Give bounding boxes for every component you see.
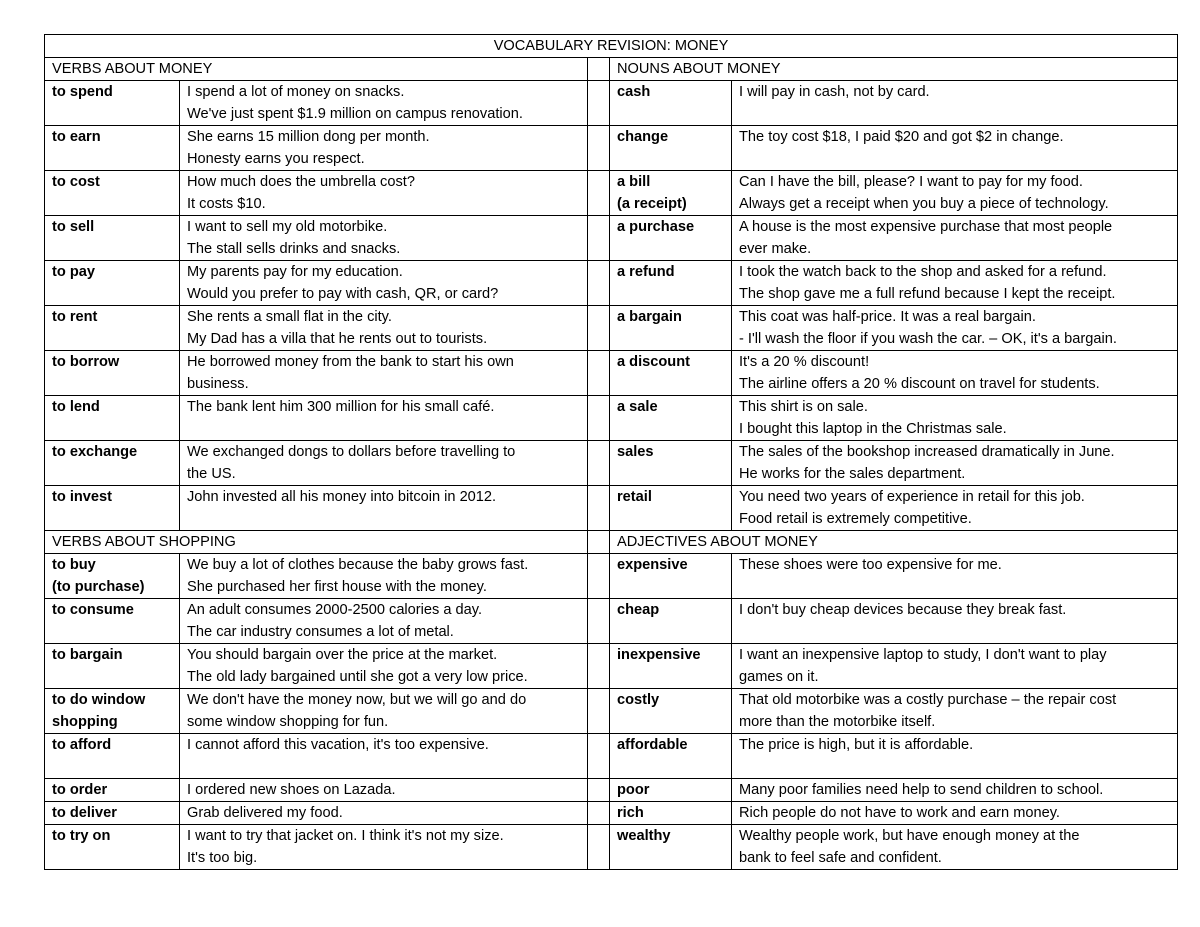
example-line — [739, 103, 1177, 125]
example-line: We don't have the money now, but we will go and do — [187, 692, 527, 708]
column-spacer — [588, 734, 610, 779]
term-cell — [610, 689, 732, 734]
term-line: a discount — [617, 354, 690, 370]
term-line — [617, 103, 731, 125]
example-cell — [732, 126, 1178, 171]
column-spacer — [588, 81, 610, 126]
table-row — [45, 825, 1178, 870]
example-line: This coat was half-price. It was a real bargain. — [739, 309, 1036, 325]
example-line: more than the motorbike itself. — [739, 714, 936, 730]
example-line: Food retail is extremely competitive. — [739, 511, 972, 527]
example-line — [739, 148, 1177, 170]
column-spacer — [588, 216, 610, 261]
example-line: I spend a lot of money on snacks. — [187, 84, 405, 100]
example-line: She earns 15 million dong per month. — [187, 129, 430, 145]
example-line: Many poor families need help to send children to school. — [739, 782, 1104, 798]
term-line: to bargain — [52, 647, 123, 663]
term-line: to exchange — [52, 444, 138, 460]
term-cell — [45, 599, 180, 644]
example-line: The toy cost $18, I paid $20 and got $2 in change. — [739, 129, 1064, 145]
term-line: to do window — [52, 692, 146, 708]
term-cell — [45, 351, 180, 396]
term-line — [52, 508, 179, 530]
example-line: The airline offers a 20 % discount on travel for students. — [739, 376, 1100, 392]
term-line: to cost — [52, 174, 100, 190]
term-line — [617, 847, 731, 869]
term-line — [617, 711, 731, 733]
example-line: the US. — [187, 466, 236, 482]
example-cell — [180, 441, 588, 486]
table-row — [45, 734, 1178, 779]
term-line: cash — [617, 84, 651, 100]
term-cell — [610, 81, 732, 126]
example-line: - I'll wash the floor if you wash the car. – OK, it's a bargain. — [739, 331, 1117, 347]
term-cell — [610, 216, 732, 261]
example-line: some window shopping for fun. — [187, 714, 389, 730]
term-line: to earn — [52, 129, 101, 145]
table-row — [45, 554, 1178, 599]
table-row — [45, 261, 1178, 306]
term-line: sales — [617, 444, 654, 460]
example-line: John invested all his money into bitcoin in 2012. — [187, 489, 497, 505]
column-spacer — [588, 689, 610, 734]
example-line — [187, 756, 587, 778]
term-cell — [45, 734, 180, 779]
table-row — [45, 396, 1178, 441]
example-line: Honesty earns you respect. — [187, 151, 365, 167]
term-line: cheap — [617, 602, 660, 618]
example-line: It's too big. — [187, 850, 258, 866]
example-line: I took the watch back to the shop and asked for a refund. — [739, 264, 1107, 280]
term-line — [52, 238, 179, 260]
term-line — [617, 756, 731, 778]
term-line — [617, 328, 731, 350]
term-line: affordable — [617, 737, 688, 753]
table-row — [45, 306, 1178, 351]
term-line — [52, 283, 179, 305]
example-cell — [732, 306, 1178, 351]
term-line — [617, 508, 731, 530]
term-line: retail — [617, 489, 652, 505]
example-line: He works for the sales department. — [739, 466, 966, 482]
term-cell — [610, 261, 732, 306]
example-line: Can I have the bill, please? I want to pay for my food. — [739, 174, 1083, 190]
column-spacer — [588, 261, 610, 306]
example-line: That old motorbike was a costly purchase – the repair cost — [739, 692, 1117, 708]
example-cell — [180, 486, 588, 531]
example-cell — [180, 599, 588, 644]
term-line — [617, 576, 731, 598]
section-heading: ADJECTIVES ABOUT MONEY — [610, 531, 1178, 554]
example-cell — [180, 779, 588, 802]
example-cell — [180, 261, 588, 306]
column-spacer — [588, 171, 610, 216]
example-cell — [732, 81, 1178, 126]
term-line: expensive — [617, 557, 688, 573]
column-spacer — [588, 441, 610, 486]
example-cell — [732, 599, 1178, 644]
term-line — [617, 373, 731, 395]
example-line: I will pay in cash, not by card. — [739, 84, 930, 100]
example-cell — [732, 734, 1178, 779]
example-line: Would you prefer to pay with cash, QR, or card? — [187, 286, 499, 302]
example-line: I want to sell my old motorbike. — [187, 219, 388, 235]
table-row — [45, 802, 1178, 825]
example-cell — [732, 825, 1178, 870]
term-cell — [45, 171, 180, 216]
example-line: A house is the most expensive purchase that most people — [739, 219, 1113, 235]
example-cell — [180, 734, 588, 779]
term-cell — [45, 779, 180, 802]
example-line: You need two years of experience in retail for this job. — [739, 489, 1085, 505]
example-line — [739, 756, 1177, 778]
column-spacer — [588, 802, 610, 825]
term-cell — [610, 486, 732, 531]
example-cell — [732, 261, 1178, 306]
example-line: You should bargain over the price at the market. — [187, 647, 498, 663]
table-row — [45, 599, 1178, 644]
example-cell — [732, 486, 1178, 531]
example-cell — [732, 644, 1178, 689]
column-spacer — [588, 396, 610, 441]
term-line: to try on — [52, 828, 111, 844]
term-line: a refund — [617, 264, 675, 280]
example-line: business. — [187, 376, 249, 392]
term-cell — [610, 126, 732, 171]
table-row — [45, 171, 1178, 216]
example-line: She purchased her first house with the money. — [187, 579, 487, 595]
page-title: VOCABULARY REVISION: MONEY — [45, 35, 1178, 58]
term-line: to afford — [52, 737, 112, 753]
term-cell — [610, 779, 732, 802]
term-line: to spend — [52, 84, 113, 100]
example-line: bank to feel safe and confident. — [739, 850, 942, 866]
term-line: rich — [617, 805, 644, 821]
term-line: (to purchase) — [52, 579, 145, 595]
example-cell — [180, 351, 588, 396]
term-cell — [610, 644, 732, 689]
table-row — [45, 126, 1178, 171]
term-line: shopping — [52, 714, 118, 730]
example-line: This shirt is on sale. — [739, 399, 868, 415]
example-line: These shoes were too expensive for me. — [739, 557, 1002, 573]
example-cell — [732, 351, 1178, 396]
term-cell — [45, 216, 180, 261]
term-line — [617, 621, 731, 643]
table-row — [45, 441, 1178, 486]
example-line: Wealthy people work, but have enough money at the — [739, 828, 1080, 844]
example-cell — [180, 644, 588, 689]
term-cell — [45, 486, 180, 531]
example-line: The price is high, but it is affordable. — [739, 737, 974, 753]
example-cell — [180, 825, 588, 870]
example-line: games on it. — [739, 669, 819, 685]
column-spacer — [588, 599, 610, 644]
example-cell — [732, 216, 1178, 261]
term-cell — [45, 126, 180, 171]
term-cell — [610, 351, 732, 396]
example-line: My Dad has a villa that he rents out to tourists. — [187, 331, 488, 347]
example-line: We exchanged dongs to dollars before travelling to — [187, 444, 516, 460]
example-cell — [732, 441, 1178, 486]
term-cell — [45, 261, 180, 306]
example-line: He borrowed money from the bank to start his own — [187, 354, 514, 370]
term-line: a purchase — [617, 219, 695, 235]
section-heading: VERBS ABOUT SHOPPING — [45, 531, 588, 554]
table-row — [45, 81, 1178, 126]
example-line: The stall sells drinks and snacks. — [187, 241, 401, 257]
term-cell — [45, 396, 180, 441]
term-line: costly — [617, 692, 660, 708]
term-cell — [610, 396, 732, 441]
example-cell — [732, 689, 1178, 734]
example-cell — [180, 306, 588, 351]
example-line — [187, 418, 587, 440]
example-line: My parents pay for my education. — [187, 264, 403, 280]
term-cell — [45, 802, 180, 825]
term-line: a bargain — [617, 309, 682, 325]
example-line: ever make. — [739, 241, 812, 257]
example-line: The bank lent him 300 million for his small café. — [187, 399, 495, 415]
term-cell — [45, 306, 180, 351]
term-line: to pay — [52, 264, 95, 280]
term-line — [617, 283, 731, 305]
example-cell — [732, 171, 1178, 216]
example-line: Always get a receipt when you buy a piece of technology. — [739, 196, 1109, 212]
example-cell — [732, 802, 1178, 825]
term-line: to rent — [52, 309, 98, 325]
example-line: Rich people do not have to work and earn money. — [739, 805, 1060, 821]
term-line: a bill — [617, 174, 651, 190]
example-line — [739, 576, 1177, 598]
term-line — [617, 148, 731, 170]
column-spacer — [588, 779, 610, 802]
term-cell — [610, 554, 732, 599]
term-line — [52, 847, 179, 869]
example-cell — [180, 689, 588, 734]
table-row — [45, 779, 1178, 802]
table-row — [45, 644, 1178, 689]
term-line: to invest — [52, 489, 113, 505]
example-line: We buy a lot of clothes because the baby grows fast. — [187, 557, 529, 573]
term-line: to lend — [52, 399, 100, 415]
term-line: poor — [617, 782, 650, 798]
example-cell — [732, 396, 1178, 441]
term-cell — [610, 171, 732, 216]
term-cell — [610, 802, 732, 825]
term-cell — [610, 734, 732, 779]
table-row — [45, 689, 1178, 734]
column-spacer — [588, 644, 610, 689]
term-line: wealthy — [617, 828, 671, 844]
term-line — [52, 373, 179, 395]
example-line: I want to try that jacket on. I think it's not my size. — [187, 828, 504, 844]
example-line: The old lady bargained until she got a very low price. — [187, 669, 528, 685]
example-cell — [180, 126, 588, 171]
term-line — [52, 621, 179, 643]
column-spacer — [588, 825, 610, 870]
column-spacer — [588, 554, 610, 599]
section-heading-row — [45, 531, 1178, 554]
term-line: change — [617, 129, 669, 145]
term-line — [617, 463, 731, 485]
term-line: inexpensive — [617, 647, 701, 663]
term-cell — [45, 689, 180, 734]
example-cell — [180, 802, 588, 825]
column-spacer — [588, 126, 610, 171]
term-cell — [610, 306, 732, 351]
example-cell — [180, 171, 588, 216]
term-line: to borrow — [52, 354, 120, 370]
term-cell — [610, 825, 732, 870]
column-spacer — [588, 58, 610, 81]
term-line — [52, 418, 179, 440]
term-line — [52, 193, 179, 215]
example-line — [187, 508, 587, 530]
column-spacer — [588, 486, 610, 531]
example-line: I ordered new shoes on Lazada. — [187, 782, 396, 798]
term-line — [52, 103, 179, 125]
term-line: to order — [52, 782, 108, 798]
term-line: to sell — [52, 219, 95, 235]
example-cell — [180, 81, 588, 126]
column-spacer — [588, 531, 610, 554]
example-cell — [180, 396, 588, 441]
example-line: An adult consumes 2000-2500 calories a day. — [187, 602, 483, 618]
term-cell — [610, 599, 732, 644]
term-line — [52, 148, 179, 170]
term-cell — [45, 441, 180, 486]
example-cell — [732, 554, 1178, 599]
example-cell — [180, 554, 588, 599]
term-cell — [610, 441, 732, 486]
example-cell — [180, 216, 588, 261]
term-line — [617, 666, 731, 688]
term-line — [617, 418, 731, 440]
example-line: The car industry consumes a lot of metal. — [187, 624, 454, 640]
section-heading: NOUNS ABOUT MONEY — [610, 58, 1178, 81]
term-line: a sale — [617, 399, 658, 415]
example-line: The shop gave me a full refund because I kept the receipt. — [739, 286, 1116, 302]
example-line: How much does the umbrella cost? — [187, 174, 415, 190]
term-line: to buy — [52, 557, 96, 573]
example-line: It's a 20 % discount! — [739, 354, 870, 370]
table-row — [45, 216, 1178, 261]
example-line: I bought this laptop in the Christmas sale. — [739, 421, 1007, 437]
vocabulary-table — [44, 34, 1178, 870]
section-heading-row — [45, 58, 1178, 81]
example-line: She rents a small flat in the city. — [187, 309, 392, 325]
section-heading: VERBS ABOUT MONEY — [45, 58, 588, 81]
term-line: to consume — [52, 602, 134, 618]
example-line: We've just spent $1.9 million on campus renovation. — [187, 106, 523, 122]
example-line: Grab delivered my food. — [187, 805, 343, 821]
term-line: (a receipt) — [617, 196, 687, 212]
example-line — [739, 621, 1177, 643]
table-row — [45, 351, 1178, 396]
example-cell — [732, 779, 1178, 802]
example-line: It costs $10. — [187, 196, 266, 212]
term-line — [52, 328, 179, 350]
column-spacer — [588, 306, 610, 351]
example-line: I don't buy cheap devices because they break fast. — [739, 602, 1067, 618]
term-line — [52, 666, 179, 688]
example-line: The sales of the bookshop increased dramatically in June. — [739, 444, 1115, 460]
example-line: I cannot afford this vacation, it's too expensive. — [187, 737, 489, 753]
term-cell — [45, 825, 180, 870]
term-cell — [45, 644, 180, 689]
example-line: I want an inexpensive laptop to study, I don't want to play — [739, 647, 1107, 663]
table-row — [45, 486, 1178, 531]
term-cell — [45, 554, 180, 599]
column-spacer — [588, 351, 610, 396]
term-cell — [45, 81, 180, 126]
term-line — [617, 238, 731, 260]
term-line — [52, 756, 179, 778]
term-line — [52, 463, 179, 485]
term-line: to deliver — [52, 805, 117, 821]
